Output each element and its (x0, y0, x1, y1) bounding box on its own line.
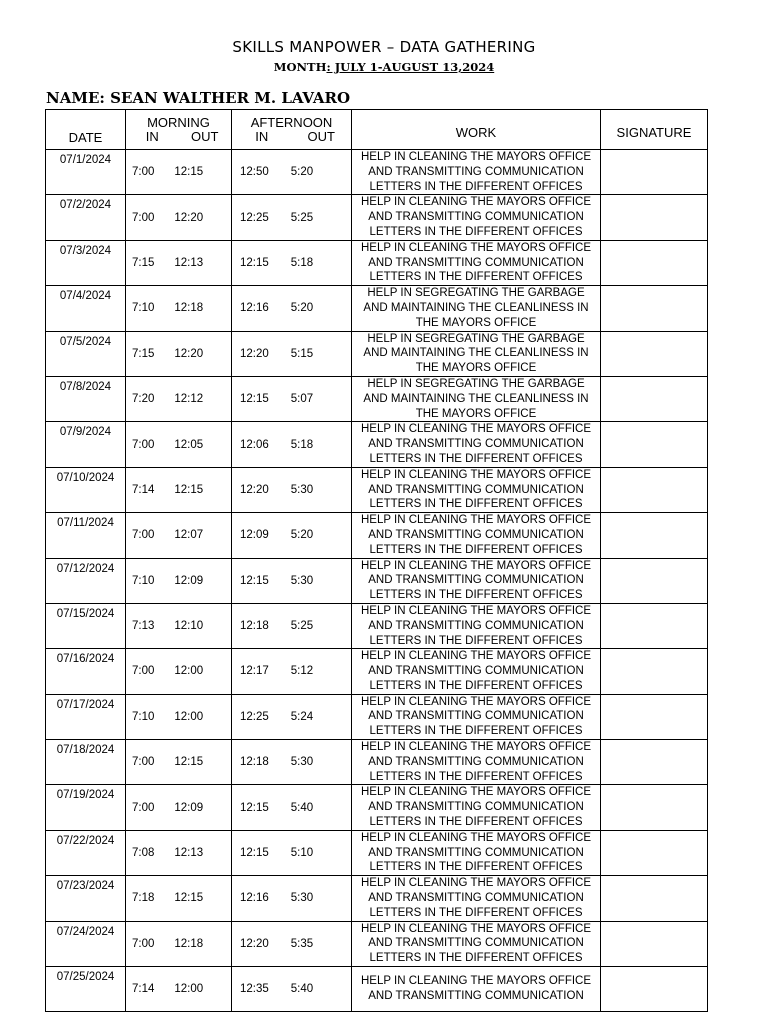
signature-cell (601, 467, 708, 512)
table-row (46, 967, 708, 1012)
table-row (46, 649, 708, 694)
signature-cell (601, 558, 708, 603)
work-line: THE MAYORS OFFICE (415, 407, 537, 420)
work-line: AND MAINTAINING THE CLEANLINESS IN (363, 301, 589, 314)
afternoon-cell (232, 694, 352, 739)
work-line: LETTERS IN THE DIFFERENT OFFICES (369, 271, 583, 284)
work-line: LETTERS IN THE DIFFERENT OFFICES (369, 952, 583, 965)
afternoon-out-time: 5:20 (290, 529, 314, 542)
signature-cell (601, 331, 708, 376)
table-row (46, 195, 708, 240)
signature-cell (601, 422, 708, 467)
work-line: LETTERS IN THE DIFFERENT OFFICES (369, 589, 583, 602)
signature-column-header: SIGNATURE (601, 110, 708, 150)
afternoon-in-time: 12:20 (240, 347, 269, 360)
morning-in-time: 7:00 (132, 438, 155, 451)
work-cell (352, 558, 601, 603)
work-cell (352, 694, 601, 739)
afternoon-in-time: 12:25 (240, 710, 269, 723)
month-label: MONTH (273, 60, 327, 74)
signature-cell (601, 830, 708, 875)
work-line: AND TRANSMITTING COMMUNICATION (368, 165, 584, 178)
morning-out-time: 12:20 (174, 211, 204, 224)
morning-out-time: 12:13 (174, 847, 204, 860)
time-record-table (45, 109, 708, 1012)
table-row (46, 513, 708, 558)
table-row (46, 376, 708, 421)
afternoon-cell (232, 740, 352, 785)
work-cell (352, 967, 601, 1012)
work-line: LETTERS IN THE DIFFERENT OFFICES (369, 543, 583, 556)
afternoon-cell (232, 467, 352, 512)
table-row (46, 830, 708, 875)
afternoon-out-time: 5:30 (290, 756, 314, 769)
morning-in-time: 7:00 (132, 665, 155, 678)
work-line: HELP IN CLEANING THE MAYORS OFFICE (360, 786, 592, 799)
morning-out-time: 12:00 (174, 665, 204, 678)
signature-cell (601, 376, 708, 421)
afternoon-out-time: 5:12 (290, 665, 314, 678)
afternoon-cell (232, 513, 352, 558)
work-line: AND TRANSMITTING COMMUNICATION (368, 801, 584, 814)
afternoon-out-label: OUT (307, 128, 335, 144)
afternoon-cell (232, 876, 352, 921)
table-body (46, 150, 708, 1012)
work-line: AND TRANSMITTING COMMUNICATION (368, 211, 584, 224)
afternoon-out-time: 5:24 (290, 710, 314, 723)
work-line: HELP IN CLEANING THE MAYORS OFFICE (360, 695, 592, 708)
work-line: AND MAINTAINING THE CLEANLINESS IN (363, 392, 589, 405)
morning-out-time: 12:07 (174, 529, 204, 542)
work-cell (352, 331, 601, 376)
afternoon-in-time: 12:09 (240, 529, 269, 542)
signature-cell (601, 740, 708, 785)
morning-cell (126, 195, 232, 240)
morning-cell (126, 603, 232, 648)
morning-in-time: 7:18 (132, 892, 155, 905)
signature-cell (601, 921, 708, 966)
work-cell (352, 876, 601, 921)
afternoon-out-time: 5:40 (290, 982, 314, 995)
afternoon-in-time: 12:16 (240, 892, 269, 905)
date-cell: 07/3/2024 (46, 240, 126, 285)
signature-cell (601, 967, 708, 1012)
table-row (46, 467, 708, 512)
afternoon-in-time: 12:15 (240, 574, 269, 587)
morning-out-time: 12:18 (174, 937, 204, 950)
work-line: HELP IN CLEANING THE MAYORS OFFICE (360, 877, 592, 890)
afternoon-cell (232, 422, 352, 467)
afternoon-out-time: 5:35 (290, 937, 314, 950)
work-cell (352, 422, 601, 467)
date-cell: 07/24/2024 (46, 921, 126, 966)
work-line: HELP IN CLEANING THE MAYORS OFFICE (360, 514, 592, 527)
work-line: AND TRANSMITTING COMMUNICATION (368, 483, 584, 496)
date-cell: 07/5/2024 (46, 331, 126, 376)
afternoon-out-time: 5:30 (290, 892, 314, 905)
month-line (0, 60, 768, 74)
morning-in-time: 7:15 (132, 256, 155, 269)
morning-out-time: 12:18 (174, 302, 204, 315)
work-line: AND TRANSMITTING COMMUNICATION (368, 256, 584, 269)
table-row (46, 921, 708, 966)
afternoon-out-time: 5:18 (290, 256, 314, 269)
morning-in-time: 7:00 (132, 529, 155, 542)
date-cell: 07/2/2024 (46, 195, 126, 240)
morning-cell (126, 649, 232, 694)
afternoon-out-time: 5:18 (290, 438, 314, 451)
table-row (46, 422, 708, 467)
morning-in-label: IN (145, 128, 159, 144)
work-line: AND TRANSMITTING COMMUNICATION (368, 528, 584, 541)
work-line: HELP IN CLEANING THE MAYORS OFFICE (360, 559, 592, 572)
afternoon-cell (232, 331, 352, 376)
table-header-row (46, 110, 708, 150)
work-line: LETTERS IN THE DIFFERENT OFFICES (369, 452, 583, 465)
morning-cell (126, 513, 232, 558)
morning-in-time: 7:00 (132, 801, 155, 814)
work-line: THE MAYORS OFFICE (415, 316, 537, 329)
morning-column-header (126, 110, 232, 150)
morning-out-time: 12:09 (174, 574, 204, 587)
morning-cell (126, 740, 232, 785)
work-line: LETTERS IN THE DIFFERENT OFFICES (369, 861, 583, 874)
morning-out-time: 12:13 (174, 256, 204, 269)
morning-in-time: 7:00 (132, 166, 155, 179)
morning-in-time: 7:00 (132, 937, 155, 950)
morning-out-time: 12:15 (174, 483, 204, 496)
date-cell: 07/22/2024 (46, 830, 126, 875)
morning-in-time: 7:10 (132, 574, 155, 587)
morning-out-time: 12:20 (174, 347, 204, 360)
table-row (46, 603, 708, 648)
work-line: LETTERS IN THE DIFFERENT OFFICES (369, 180, 583, 193)
afternoon-in-time: 12:16 (240, 302, 269, 315)
morning-out-time: 12:15 (174, 892, 204, 905)
work-line: AND MAINTAINING THE CLEANLINESS IN (363, 347, 589, 360)
afternoon-out-time: 5:40 (290, 801, 314, 814)
afternoon-in-time: 12:18 (240, 756, 269, 769)
afternoon-cell (232, 558, 352, 603)
work-line: AND TRANSMITTING COMMUNICATION (368, 846, 584, 859)
work-line: HELP IN CLEANING THE MAYORS OFFICE (360, 975, 592, 988)
morning-out-label: OUT (191, 128, 219, 144)
signature-cell (601, 785, 708, 830)
table-row (46, 286, 708, 331)
work-line: HELP IN SEGREGATING THE GARBAGE (367, 332, 585, 345)
signature-cell (601, 150, 708, 195)
work-cell (352, 513, 601, 558)
work-line: AND TRANSMITTING COMMUNICATION (368, 665, 584, 678)
afternoon-in-time: 12:15 (240, 847, 269, 860)
work-line: AND TRANSMITTING COMMUNICATION (368, 892, 584, 905)
work-cell (352, 467, 601, 512)
morning-cell (126, 876, 232, 921)
work-line: HELP IN CLEANING THE MAYORS OFFICE (360, 650, 592, 663)
work-line: HELP IN SEGREGATING THE GARBAGE (367, 377, 585, 390)
work-line: AND TRANSMITTING COMMUNICATION (368, 755, 584, 768)
work-line: THE MAYORS OFFICE (415, 362, 537, 375)
afternoon-out-time: 5:30 (290, 574, 314, 587)
work-line: AND TRANSMITTING COMMUNICATION (368, 619, 584, 632)
morning-in-time: 7:10 (132, 710, 155, 723)
afternoon-cell (232, 649, 352, 694)
work-line: AND TRANSMITTING COMMUNICATION (368, 438, 584, 451)
afternoon-cell (232, 150, 352, 195)
work-line: HELP IN CLEANING THE MAYORS OFFICE (360, 468, 592, 481)
work-line: HELP IN CLEANING THE MAYORS OFFICE (360, 604, 592, 617)
date-column-header: DATE (46, 110, 126, 150)
employee-name: NAME: SEAN WALTHER M. LAVARO (46, 89, 351, 107)
work-cell (352, 649, 601, 694)
work-line: AND TRANSMITTING COMMUNICATION (368, 937, 584, 950)
work-cell (352, 240, 601, 285)
morning-in-time: 7:14 (132, 483, 155, 496)
work-line: HELP IN CLEANING THE MAYORS OFFICE (360, 741, 592, 754)
signature-cell (601, 286, 708, 331)
morning-cell (126, 830, 232, 875)
table-row (46, 740, 708, 785)
table-row (46, 150, 708, 195)
afternoon-cell (232, 376, 352, 421)
afternoon-cell (232, 830, 352, 875)
morning-in-time: 7:20 (132, 393, 155, 406)
morning-cell (126, 376, 232, 421)
afternoon-cell (232, 195, 352, 240)
morning-cell (126, 467, 232, 512)
work-line: LETTERS IN THE DIFFERENT OFFICES (369, 906, 583, 919)
work-line: LETTERS IN THE DIFFERENT OFFICES (369, 498, 583, 511)
signature-cell (601, 240, 708, 285)
date-cell: 07/11/2024 (46, 513, 126, 558)
work-line: HELP IN CLEANING THE MAYORS OFFICE (360, 151, 592, 163)
signature-cell (601, 876, 708, 921)
work-line: HELP IN CLEANING THE MAYORS OFFICE (360, 831, 592, 844)
month-value: : JULY 1-AUGUST 13,2024 (326, 60, 495, 74)
date-cell: 07/10/2024 (46, 467, 126, 512)
table-row (46, 331, 708, 376)
date-cell: 07/23/2024 (46, 876, 126, 921)
afternoon-cell (232, 785, 352, 830)
work-cell (352, 150, 601, 195)
signature-cell (601, 513, 708, 558)
afternoon-in-time: 12:25 (240, 211, 269, 224)
morning-cell (126, 422, 232, 467)
afternoon-in-time: 12:35 (240, 982, 269, 995)
work-line: LETTERS IN THE DIFFERENT OFFICES (369, 679, 583, 692)
work-line: HELP IN CLEANING THE MAYORS OFFICE (360, 922, 592, 935)
morning-in-time: 7:10 (132, 302, 155, 315)
date-cell: 07/1/2024 (46, 150, 126, 195)
afternoon-out-time: 5:30 (290, 483, 314, 496)
afternoon-in-time: 12:15 (240, 256, 269, 269)
table-row (46, 876, 708, 921)
work-cell (352, 740, 601, 785)
work-cell (352, 286, 601, 331)
afternoon-out-time: 5:25 (290, 620, 314, 633)
signature-cell (601, 694, 708, 739)
morning-out-time: 12:12 (174, 393, 204, 406)
date-cell: 07/8/2024 (46, 376, 126, 421)
table-row (46, 240, 708, 285)
afternoon-cell (232, 240, 352, 285)
morning-cell (126, 286, 232, 331)
work-line: LETTERS IN THE DIFFERENT OFFICES (369, 725, 583, 738)
morning-cell (126, 694, 232, 739)
morning-cell (126, 967, 232, 1012)
afternoon-in-label: IN (255, 128, 269, 144)
morning-out-time: 12:10 (174, 620, 204, 633)
morning-cell (126, 331, 232, 376)
work-line: AND TRANSMITTING COMMUNICATION (368, 989, 584, 1002)
afternoon-in-time: 12:17 (240, 665, 269, 678)
date-cell: 07/25/2024 (46, 967, 126, 1012)
afternoon-out-time: 5:15 (290, 347, 314, 360)
table-row (46, 558, 708, 603)
signature-cell (601, 603, 708, 648)
afternoon-cell (232, 286, 352, 331)
morning-cell (126, 150, 232, 195)
work-line: AND TRANSMITTING COMMUNICATION (368, 710, 584, 723)
document-title: SKILLS MANPOWER – DATA GATHERING (232, 38, 536, 56)
afternoon-in-time: 12:20 (240, 483, 269, 496)
morning-in-time: 7:00 (132, 211, 155, 224)
work-line: AND TRANSMITTING COMMUNICATION (368, 574, 584, 587)
work-line: LETTERS IN THE DIFFERENT OFFICES (369, 225, 583, 238)
afternoon-out-time: 5:20 (290, 166, 314, 179)
work-cell (352, 603, 601, 648)
work-cell (352, 921, 601, 966)
work-line: HELP IN SEGREGATING THE GARBAGE (367, 287, 585, 300)
morning-in-time: 7:15 (132, 347, 155, 360)
date-cell: 07/18/2024 (46, 740, 126, 785)
afternoon-in-time: 12:06 (240, 438, 269, 451)
morning-out-time: 12:09 (174, 801, 204, 814)
morning-in-time: 7:14 (132, 982, 155, 995)
afternoon-in-time: 12:18 (240, 620, 269, 633)
table-row (46, 785, 708, 830)
date-cell: 07/12/2024 (46, 558, 126, 603)
afternoon-in-time: 12:50 (240, 166, 269, 179)
work-line: HELP IN CLEANING THE MAYORS OFFICE (360, 423, 592, 436)
afternoon-label: AFTERNOON (250, 114, 333, 130)
afternoon-column-header (232, 110, 352, 150)
morning-out-time: 12:05 (174, 438, 204, 451)
afternoon-cell (232, 967, 352, 1012)
work-line: LETTERS IN THE DIFFERENT OFFICES (369, 816, 583, 829)
afternoon-in-time: 12:15 (240, 393, 269, 406)
afternoon-out-time: 5:10 (290, 847, 314, 860)
morning-out-time: 12:00 (174, 710, 204, 723)
work-cell (352, 376, 601, 421)
morning-out-time: 12:15 (174, 756, 204, 769)
morning-out-time: 12:00 (174, 982, 204, 995)
date-cell: 07/16/2024 (46, 649, 126, 694)
date-cell: 07/4/2024 (46, 286, 126, 331)
work-line: LETTERS IN THE DIFFERENT OFFICES (369, 634, 583, 647)
morning-in-time: 7:00 (132, 756, 155, 769)
afternoon-in-time: 12:20 (240, 937, 269, 950)
work-cell (352, 785, 601, 830)
morning-in-time: 7:13 (132, 620, 155, 633)
morning-cell (126, 240, 232, 285)
work-line: HELP IN CLEANING THE MAYORS OFFICE (360, 241, 592, 254)
afternoon-out-time: 5:20 (290, 302, 314, 315)
morning-out-time: 12:15 (174, 166, 204, 179)
date-cell: 07/15/2024 (46, 603, 126, 648)
signature-cell (601, 195, 708, 240)
work-line: HELP IN CLEANING THE MAYORS OFFICE (360, 196, 592, 209)
work-line: LETTERS IN THE DIFFERENT OFFICES (369, 770, 583, 783)
afternoon-out-time: 5:25 (290, 211, 314, 224)
afternoon-cell (232, 603, 352, 648)
work-cell (352, 830, 601, 875)
afternoon-cell (232, 921, 352, 966)
table-row (46, 694, 708, 739)
morning-in-time: 7:08 (132, 847, 155, 860)
work-column-header: WORK (352, 110, 601, 150)
signature-cell (601, 649, 708, 694)
afternoon-in-time: 12:15 (240, 801, 269, 814)
morning-cell (126, 921, 232, 966)
morning-cell (126, 558, 232, 603)
morning-label: MORNING (147, 114, 210, 130)
date-cell: 07/17/2024 (46, 694, 126, 739)
date-cell: 07/9/2024 (46, 422, 126, 467)
morning-cell (126, 785, 232, 830)
date-cell: 07/19/2024 (46, 785, 126, 830)
afternoon-out-time: 5:07 (290, 393, 314, 406)
work-cell (352, 195, 601, 240)
